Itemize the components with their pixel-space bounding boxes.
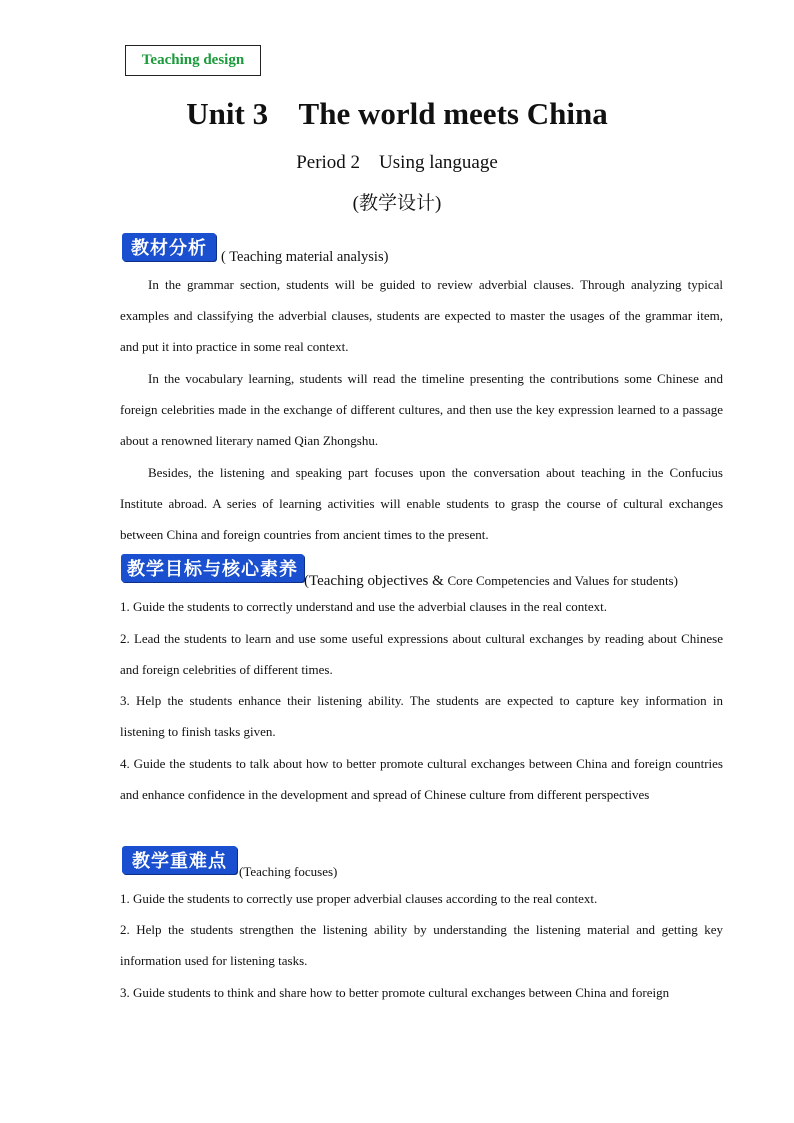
chinese-subtitle: (教学设计) [352, 193, 442, 214]
focus-item-2: 2. Help the students strengthen the listening ability by understanding the listening material and getting key information used for listening tasks. [120, 922, 723, 969]
focus-item-1: 1. Guide the students to correctly use proper adverbial clauses according to the real context. [120, 891, 598, 906]
material-analysis-badge: 教材分析 [122, 233, 216, 261]
focus-item-3: 3. Guide students to think and share how to better promote cultural exchanges between China and foreign [120, 985, 670, 1000]
objectives-label-small: Core Competencies and Values for students) [447, 573, 678, 588]
material-analysis-label: ( Teaching material analysis) [221, 249, 389, 265]
period-subtitle: Period 2 Using language [296, 152, 498, 173]
focuses-label: (Teaching focuses) [239, 864, 338, 879]
objective-item-3: 3. Help the students enhance their listening ability. The students are expected to capture key information in listening to finish tasks given. [120, 693, 723, 740]
focuses-badge: 教学重难点 [122, 846, 237, 874]
objectives-label-main: (Teaching objectives & [304, 573, 448, 589]
objectives-badge: 教学目标与核心素养 [121, 554, 304, 582]
teaching-design-tag: Teaching design [125, 45, 261, 76]
objective-item-2: 2. Lead the students to learn and use some useful expressions about cultural exchanges by reading about Chinese and foreign celebrities of different times. [120, 631, 723, 678]
objective-item-4: 4. Guide the students to talk about how to better promote cultural exchanges between China and foreign countries and enhance confidence in the development and spread of Chinese culture from different perspectives [120, 756, 723, 803]
material-paragraph-3: Besides, the listening and speaking part focuses upon the conversation about teaching in the Confucius Institute abroad. A series of learning activities will enable students to grasp the course of cultural exchanges between China and foreign countries from ancient times to the present. [120, 465, 723, 543]
material-paragraph-2: In the vocabulary learning, students will read the timeline presenting the contributions some Chinese and foreign celebrities made in the exchange of different cultures, and then use the key expression learned to a passage about a renowned literary named Qian Zhongshu. [120, 371, 723, 449]
objectives-label [304, 573, 678, 590]
material-paragraph-1: In the grammar section, students will be guided to review adverbial clauses. Through analyzing typical examples and classifying the adverbial clauses, students are expected to master the usages of the grammar item, and put it into practice in some real context. [120, 277, 723, 355]
unit-title: Unit 3 The world meets China [186, 96, 608, 131]
objective-item-1: 1. Guide the students to correctly understand and use the adverbial clauses in the real context. [120, 599, 607, 614]
